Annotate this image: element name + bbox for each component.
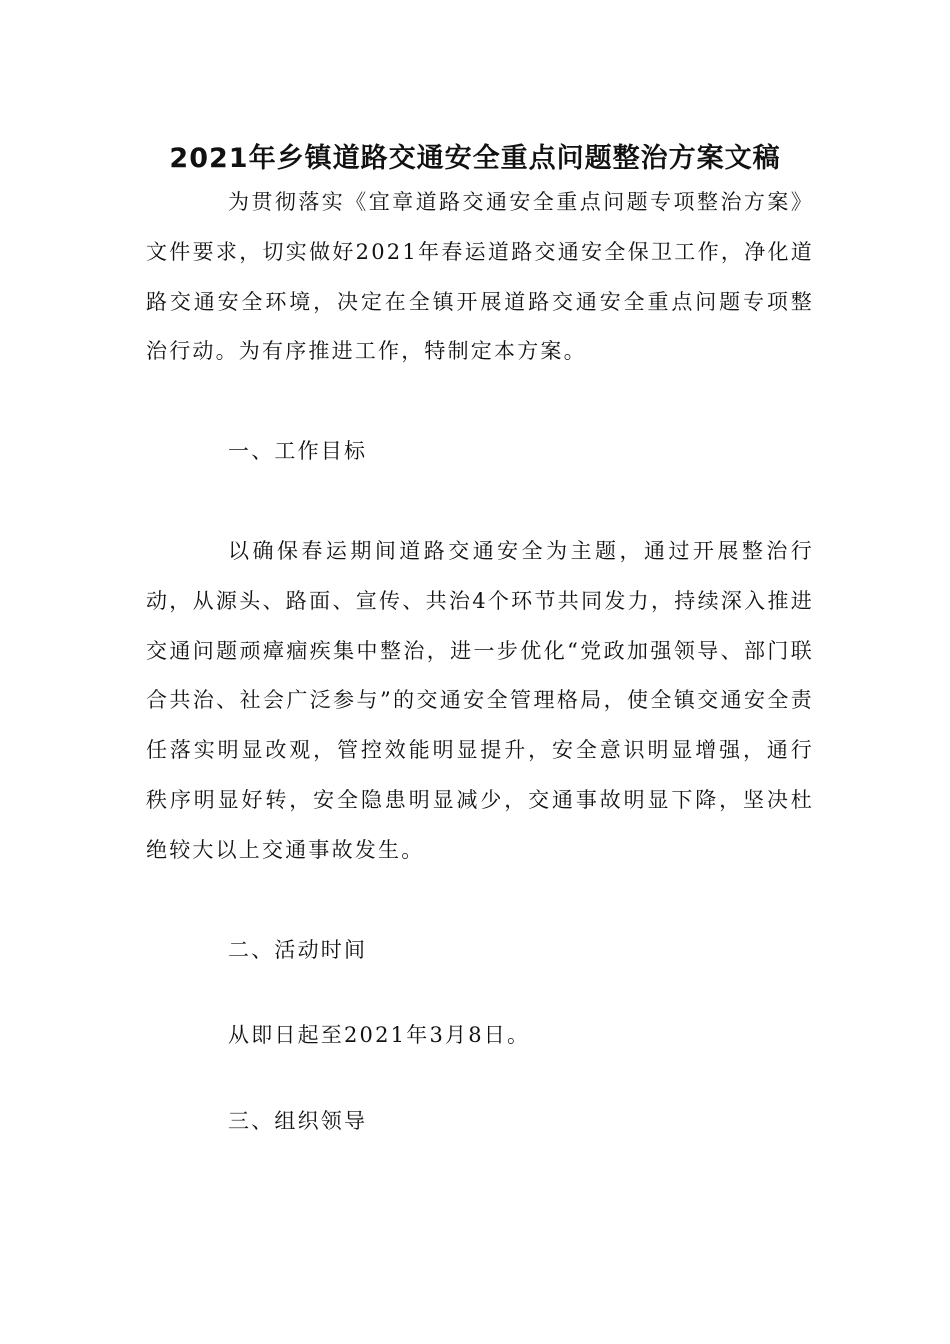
goals-paragraph: 以确保春运期间道路交通安全为主题，通过开展整治行动，从源头、路面、宣传、共治4个环节共同发力，持续深入推进交通问题顽瘴痼疾集中整治，进一步优化“党政加强领导、部门联合共治、社会广泛参与”的交通安全管理格局，使全镇交通安全责任落实明显改观，管控效能明显提升，安全意识明显增强，通行秩序明显好转，安全隐患明显减少，交通事故明显下降，坚决杜绝较大以上交通事故发生。: [146, 538, 814, 862]
document-body: [146, 178, 814, 1147]
section-heading-leadership: 三、组织领导: [228, 1109, 368, 1134]
section-heading-time: 二、活动时间: [228, 937, 368, 962]
document-title: 2021年乡镇道路交通安全重点问题整治方案文稿: [169, 143, 781, 174]
intro-paragraph: 为贯彻落实《宜章道路交通安全重点问题专项整治方案》文件要求，切实做好2021年春运道路交通安全保卫工作，净化道路交通安全环境，决定在全镇开展道路交通安全重点问题专项整治行动。为有序推进工作，特制定本方案。: [146, 190, 814, 364]
time-paragraph: 从即日起至2021年3月8日。: [228, 1023, 531, 1048]
section-heading-goals: 一、工作目标: [228, 439, 368, 464]
